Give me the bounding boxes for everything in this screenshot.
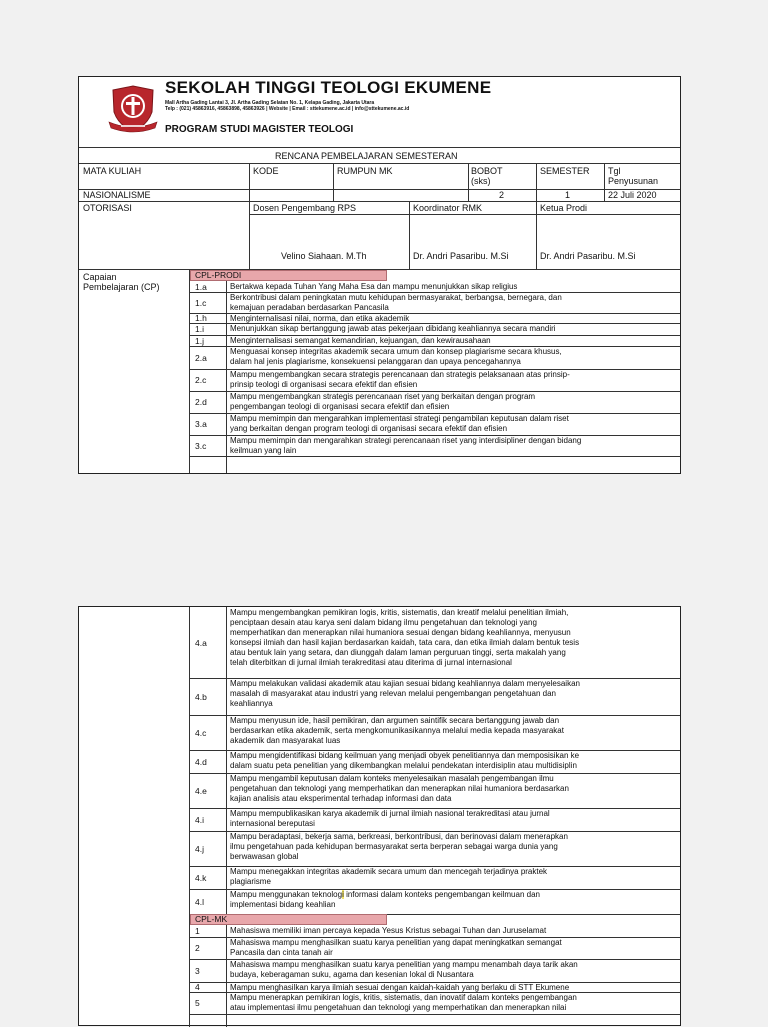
row-description: Mampu mengembangkan pemikiran logis, kritis, sistematis, dan kreatif melalui penelitian ilmiah, penciptaan desain atau karya seni dalam bidang ilmu pengetahuan dan teknologi yang memperhatikan dan menerapkan nilai humaniora sesuai dengan bidang keahliannya, menyusun konsepsi ilmiah dan hasil kajian berdasarkan kaidah, tata cara, dan etika ilmiah dalam bentuk tesis atau bentuk lain yang setara, dan diunggah dalam laman perguruan tinggi, serta makalah yang telah diterbitkan di jurnal ilmiah terakreditasi atau diterima di jurnal internasional bbox=[230, 608, 580, 667]
header-bobot: BOBOT (sks) bbox=[471, 166, 503, 186]
row-description: Menginternalisasi semangat kemandirian, kejuangan, dan kewirausahaan bbox=[230, 336, 491, 345]
header-mata-kuliah: MATA KULIAH bbox=[83, 166, 142, 176]
document-page-1 bbox=[78, 76, 681, 474]
institution-address: Mall Artha Gading Lantai 3, Jl. Artha Gading Selatan No. 1, Kelapa Gading, Jakarta Utara bbox=[165, 100, 375, 106]
row-description: Mampu mempublikasikan karya akademik di jurnal ilmiah nasional terakreditasi atau jurnal internasional bereputasi bbox=[230, 809, 550, 828]
row-code: 2.d bbox=[195, 397, 207, 407]
row-description: Mampu beradaptasi, bekerja sama, berkreasi, berkontribusi, dan berinovasi dalam menerapkan ilmu pengetahuan pada kehidupan bermasyarakat serta berperan sebagai warga dunia yang berwawasan global bbox=[230, 832, 568, 861]
kaprodi-name: Dr. Andri Pasaribu. M.Si bbox=[540, 251, 636, 261]
row-code: 1.h bbox=[195, 313, 207, 323]
otorisasi-label: OTORISASI bbox=[83, 203, 132, 213]
row-code: 4 bbox=[195, 982, 200, 992]
row-description: Menguasai konsep integritas akademik secara umum dan konsep plagiarisme secara khusus, dalam hal jenis plagiarisme, konsekuensi pelanggaran dan upaya pencegahannya bbox=[230, 347, 562, 366]
row-description: Mampu menggunakan teknologi informasi dalam konteks pengembangan keilmuan dan implementasi bidang keahlian bbox=[230, 890, 540, 909]
course-name: NASIONALISME bbox=[83, 190, 151, 200]
cpl-mk-label: CPL-MK bbox=[195, 914, 228, 924]
row-code: 2.c bbox=[195, 375, 207, 385]
dosen-name: Velino Siahaan. M.Th bbox=[281, 251, 367, 261]
koordinator-name: Dr. Andri Pasaribu. M.Si bbox=[413, 251, 509, 261]
row-description: Menginternalisasi nilai, norma, dan etika akademik bbox=[230, 314, 410, 323]
row-description: Mampu mengembangkan strategis perencanaan riset yang berkaitan dengan program pengembangan teologi di organisasi secara efektif dan efisien bbox=[230, 392, 536, 411]
row-code: 4.j bbox=[195, 843, 204, 854]
row-description: Mampu melakukan validasi akademik atau kajian sesuai bidang keahliannya dalam menyelesaikan masalah di masyarakat atau industri yang relevan melalui pengembangan pengetahuan dan keahliannya bbox=[230, 679, 580, 708]
row-code: 4.l bbox=[195, 896, 204, 907]
row-code: 2.a bbox=[195, 352, 207, 363]
cp-label: Capaian Pembelajaran (CP) bbox=[83, 272, 160, 292]
institution-name: SEKOLAH TINGGI TEOLOGI EKUMENE bbox=[165, 78, 492, 97]
row-description: Mampu memimpin dan mengarahkan implementasi strategi pengambilan keputusan dalam riset yang berkaitan dengan program teologi di organisasi secara efektif dan efisien bbox=[230, 414, 569, 433]
row-description: Mahasiswa mampu menghasilkan suatu karya penelitian yang mampu menambah daya tarik akan budaya, keberagaman suku, agama dan kesenian lokal di Nusantara bbox=[230, 960, 578, 979]
course-bobot: 2 bbox=[499, 190, 505, 200]
row-description: Mampu menegakkan integritas akademik secara umum dan mencegah terjadinya praktek plagiarisme bbox=[230, 867, 548, 886]
row-code: 1.i bbox=[195, 324, 204, 334]
row-divider bbox=[189, 1014, 680, 1015]
row-code: 4.e bbox=[195, 785, 207, 796]
header-semester: SEMESTER bbox=[540, 166, 590, 176]
institution-logo-icon bbox=[107, 82, 159, 134]
row-description: Mahasiswa memiliki iman percaya kepada Yesus Kristus sebagai Tuhan dan Juruselamat bbox=[230, 926, 547, 935]
cpl-prodi-label: CPL-PRODI bbox=[195, 270, 242, 280]
header-kode: KODE bbox=[253, 166, 279, 176]
row-description: Mampu menghasilkan karya ilmiah sesuai dengan kaidah-kaidah yang berlaku di STT Ekumene bbox=[230, 983, 570, 992]
row-description: Berkontribusi dalam peningkatan mutu kehidupan bermasyarakat, berbangsa, bernegara, dan kemajuan peradaban berdasarkan Pancasila bbox=[230, 293, 562, 312]
dosen-label: Dosen Pengembang RPS bbox=[253, 203, 357, 213]
row-code: 2 bbox=[195, 943, 200, 953]
institution-contact: Telp : (021) 45863916, 45863898, 45863926 | Website | Email : sttekumene.ac.id | info@sttekumene.ac.id bbox=[165, 106, 410, 112]
program-name: PROGRAM STUDI MAGISTER TEOLOGI bbox=[165, 124, 354, 135]
row-description: Mampu menerapkan pemikiran logis, kritis, sistematis, dan inovatif dalam konteks pengembangan atau implementasi ilmu pengetahuan dan teknologi yang memperhatikan dan menerapkan nilai bbox=[230, 993, 577, 1012]
course-semester: 1 bbox=[565, 190, 571, 200]
header-rumpun: RUMPUN MK bbox=[337, 166, 393, 176]
row-code: 1.j bbox=[195, 335, 204, 346]
row-code: 3.a bbox=[195, 419, 207, 429]
row-description: Mahasiswa mampu menghasilkan suatu karya penelitian yang dapat meningkatkan semangat Pancasila dan cinta tanah air bbox=[230, 938, 562, 957]
row-description: Mampu mengembangkan secara strategis perencanaan dan strategis pelaksanaan atas prinsip- prinsip teologi di organisasi secara efektif dan efisien bbox=[230, 370, 570, 389]
row-description: Mampu memimpin dan mengarahkan strategi perencanaan riset yang interdisipliner dengan bidang keilmuan yang lain bbox=[230, 436, 582, 455]
row-description: Menunjukkan sikap bertanggung jawab atas pekerjaan dibidang keahliannya secara mandiri bbox=[230, 324, 556, 333]
document-page-2 bbox=[78, 606, 681, 1026]
row-code: 4.d bbox=[195, 756, 207, 767]
row-code: 3.c bbox=[195, 440, 207, 451]
cpl-mk-header bbox=[190, 914, 387, 925]
kaprodi-label: Ketua Prodi bbox=[540, 203, 588, 213]
row-code: 1 bbox=[195, 926, 200, 936]
row-description: Mampu mengambil keputusan dalam konteks menyelesaikan masalah pengembangan ilmu pengetahuan dan teknologi yang memperhatikan dan menerapkan nilai humaniora berdasarkan kajian analisis atau eksperimental terhadap informasi dan data bbox=[230, 774, 569, 803]
row-code: 1.c bbox=[195, 297, 207, 308]
koordinator-label: Koordinator RMK bbox=[413, 203, 483, 213]
cpl-prodi-header bbox=[190, 270, 387, 281]
row-code: 4.k bbox=[195, 872, 207, 883]
course-date: 22 Juli 2020 bbox=[608, 190, 657, 200]
row-code: 4.c bbox=[195, 727, 207, 738]
row-code: 5 bbox=[195, 998, 200, 1008]
row-code: 4.b bbox=[195, 691, 207, 702]
row-code: 3 bbox=[195, 965, 200, 976]
row-divider bbox=[189, 456, 680, 457]
document-title: RENCANA PEMBELAJARAN SEMESTERAN bbox=[275, 151, 458, 161]
header-tgl: Tgl Penyusunan bbox=[608, 166, 659, 186]
row-code: 4.a bbox=[195, 637, 207, 648]
row-description: Mampu mengidentifikasi bidang keilmuan yang menjadi obyek penelitiannya dan memposisikan ke dalam suatu peta penelitian yang dikembangkan melalui pendekatan interdisiplin atau multidisiplin bbox=[230, 751, 580, 770]
row-description: Bertakwa kepada Tuhan Yang Maha Esa dan mampu menunjukkan sikap religius bbox=[230, 282, 518, 291]
row-description: Mampu menyusun ide, hasil pemikiran, dan argumen saintifik secara bertanggung jawab dan berdasarkan etika akademik, serta mengkomunikasikannya melalui media kepada masyarakat akademik dan masyarakat luas bbox=[230, 716, 564, 745]
row-code: 1.a bbox=[195, 281, 207, 292]
row-code: 4.i bbox=[195, 814, 204, 825]
